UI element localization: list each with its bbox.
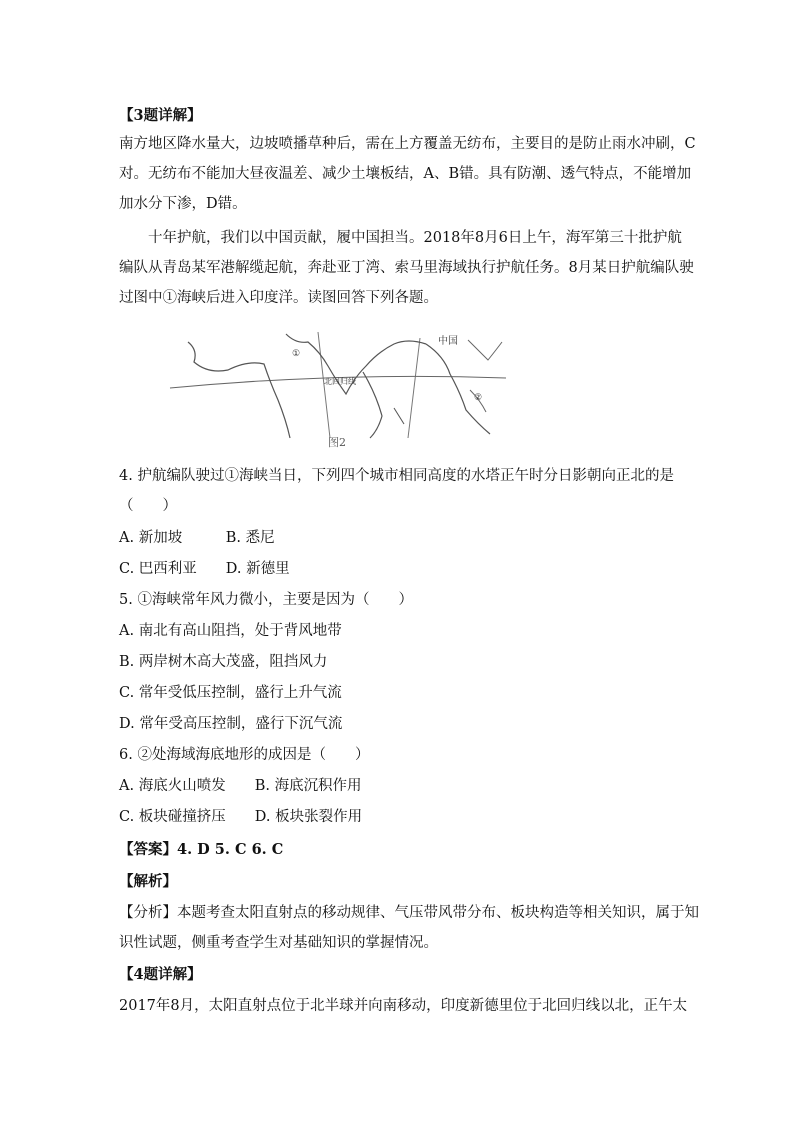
figure-caption: 图2 — [328, 436, 346, 449]
analysis-line-1: 【分析】本题考查太阳直射点的移动规律、气压带风带分布、板块构造等相关知识，属于知 — [119, 905, 699, 921]
q4-option-row-1: A. 新加坡 B. 悉尼 — [119, 530, 275, 546]
intro-line-3: 过图中①海峡后进入印度洋。读图回答下列各题。 — [119, 290, 438, 306]
q3-heading: 【3题详解】 — [119, 107, 202, 124]
q4-stem-line-1: 4. 护航编队驶过①海峡当日，下列四个城市相同高度的水塔正午时分日影朝向正北的是 — [119, 468, 674, 484]
label-location-2: ② — [474, 393, 483, 403]
analysis-line-2: 识性试题，侧重考查学生对基础知识的掌握情况。 — [119, 935, 438, 951]
ridge-mark — [394, 408, 404, 424]
answer-line: 【答案】4. D 5. C 6. C — [119, 841, 284, 858]
q6-stem: 6. ②处海域海底地形的成因是（ ） — [119, 747, 370, 763]
q5-option-a: A. 南北有高山阻挡，处于背风地带 — [119, 623, 342, 639]
q3-explanation-line-3: 加水分下渗，D错。 — [119, 196, 247, 212]
coastline-southeast-asia — [426, 344, 490, 434]
q5-stem: 5. ①海峡常年风力微小，主要是因为（ ） — [119, 592, 413, 608]
coastline-asia — [286, 334, 426, 394]
q6-option-row-2: C. 板块碰撞挤压 D. 板块张裂作用 — [119, 809, 363, 825]
q4-stem-line-2: （ ） — [119, 498, 177, 514]
q6-option-row-1: A. 海底火山喷发 B. 海底沉积作用 — [119, 778, 362, 794]
coastline-africa — [188, 342, 290, 438]
map-figure — [168, 330, 508, 450]
q4-option-row-2: C. 巴西利亚 D. 新德里 — [119, 561, 290, 577]
q5-option-b: B. 两岸树木高大茂盛，阻挡风力 — [119, 654, 328, 670]
coastline-india — [363, 372, 382, 438]
meridian-line — [408, 338, 420, 438]
q4-heading: 【4题详解】 — [119, 966, 202, 983]
q5-option-c: C. 常年受低压控制，盛行上升气流 — [119, 685, 342, 701]
label-strait-1: ① — [292, 349, 301, 359]
q3-explanation-line-1: 南方地区降水量大，边坡喷播草种后，需在上方覆盖无纺布，主要目的是防止雨水冲刷，C — [119, 136, 696, 152]
label-china: 中国 — [438, 336, 458, 347]
coastline-east-asia — [468, 340, 502, 360]
analysis-heading: 【解析】 — [119, 873, 177, 890]
intro-line-2: 编队从青岛某军港解缆起航，奔赴亚丁湾、索马里海域执行护航任务。8月某日护航编队驶 — [119, 260, 694, 276]
label-tropic: 北回归线 — [324, 377, 356, 386]
q4-explanation-line-1: 2017年8月，太阳直射点位于北半球并向南移动，印度新德里位于北回归线以北，正午太 — [119, 998, 688, 1014]
map-svg — [168, 330, 508, 450]
intro-line-1: 十年护航，我们以中国贡献，履中国担当。2018年8月6日上午，海军第三十批护航 — [119, 230, 682, 246]
q5-option-d: D. 常年受高压控制，盛行下沉气流 — [119, 716, 343, 732]
q3-explanation-line-2: 对。无纺布不能加大昼夜温差、减少土壤板结，A、B错。具有防潮、透气特点，不能增加 — [119, 166, 692, 182]
